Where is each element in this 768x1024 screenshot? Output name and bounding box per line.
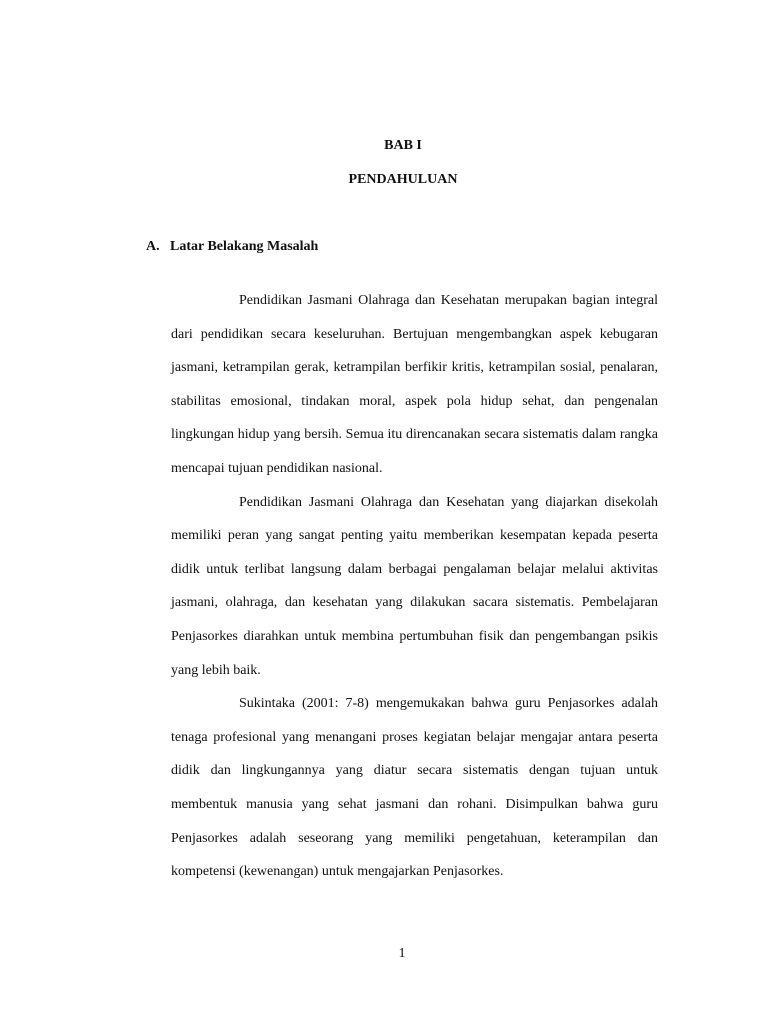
paragraph-2: Pendidikan Jasmani Olahraga dan Kesehatan yang diajarkan disekolah memiliki peran yang sangat penting yaitu memberikan kesempatan kepada peserta didik untuk terlibat langsung dalam berbagai pengalaman belajar melalui aktivitas jasmani, olahraga, dan kesehatan yang dilakukan sacara sistematis. Pembelajaran Penjasorkes diarahkan untuk membina pertumbuhan fisik dan pengembangan psikis yang lebih baik. [171,494,658,678]
page-number: 1 [398,946,406,961]
paragraph-1: Pendidikan Jasmani Olahraga dan Kesehatan merupakan bagian integral dari pendidikan secara keseluruhan. Bertujuan mengembangkan aspek kebugaran jasmani, ketrampilan gerak, ketrampilan berfikir kritis, ketrampilan sosial, penalaran, stabilitas emosional, tindakan moral, aspek pola hidup sehat, dan pengenalan lingkungan hidup yang bersih. Semua itu direncanakan secara sistematis dalam rangka mencapai tujuan pendidikan nasional. [171,293,658,476]
chapter-title: PENDAHULUAN [348,172,458,187]
chapter-number: BAB I [384,138,422,153]
section-title: Latar Belakang Masalah [170,239,319,254]
body-text [171,284,658,889]
paragraph-3: Sukintaka (2001: 7-8) mengemukakan bahwa guru Penjasorkes adalah tenaga profesional yang menangani proses kegiatan belajar mengajar antara peserta didik dan lingkungannya yang diatur secara sistematis dengan tujuan untuk membentuk manusia yang sehat jasmani dan rohani. Disimpulkan bahwa guru Penjasorkes adalah seseorang yang memiliki pengetahuan, keterampilan dan kompetensi (kewenangan) untuk mengajarkan Penjasorkes. [171,696,658,880]
section-heading [146,239,318,255]
section-letter: A. [146,239,160,254]
